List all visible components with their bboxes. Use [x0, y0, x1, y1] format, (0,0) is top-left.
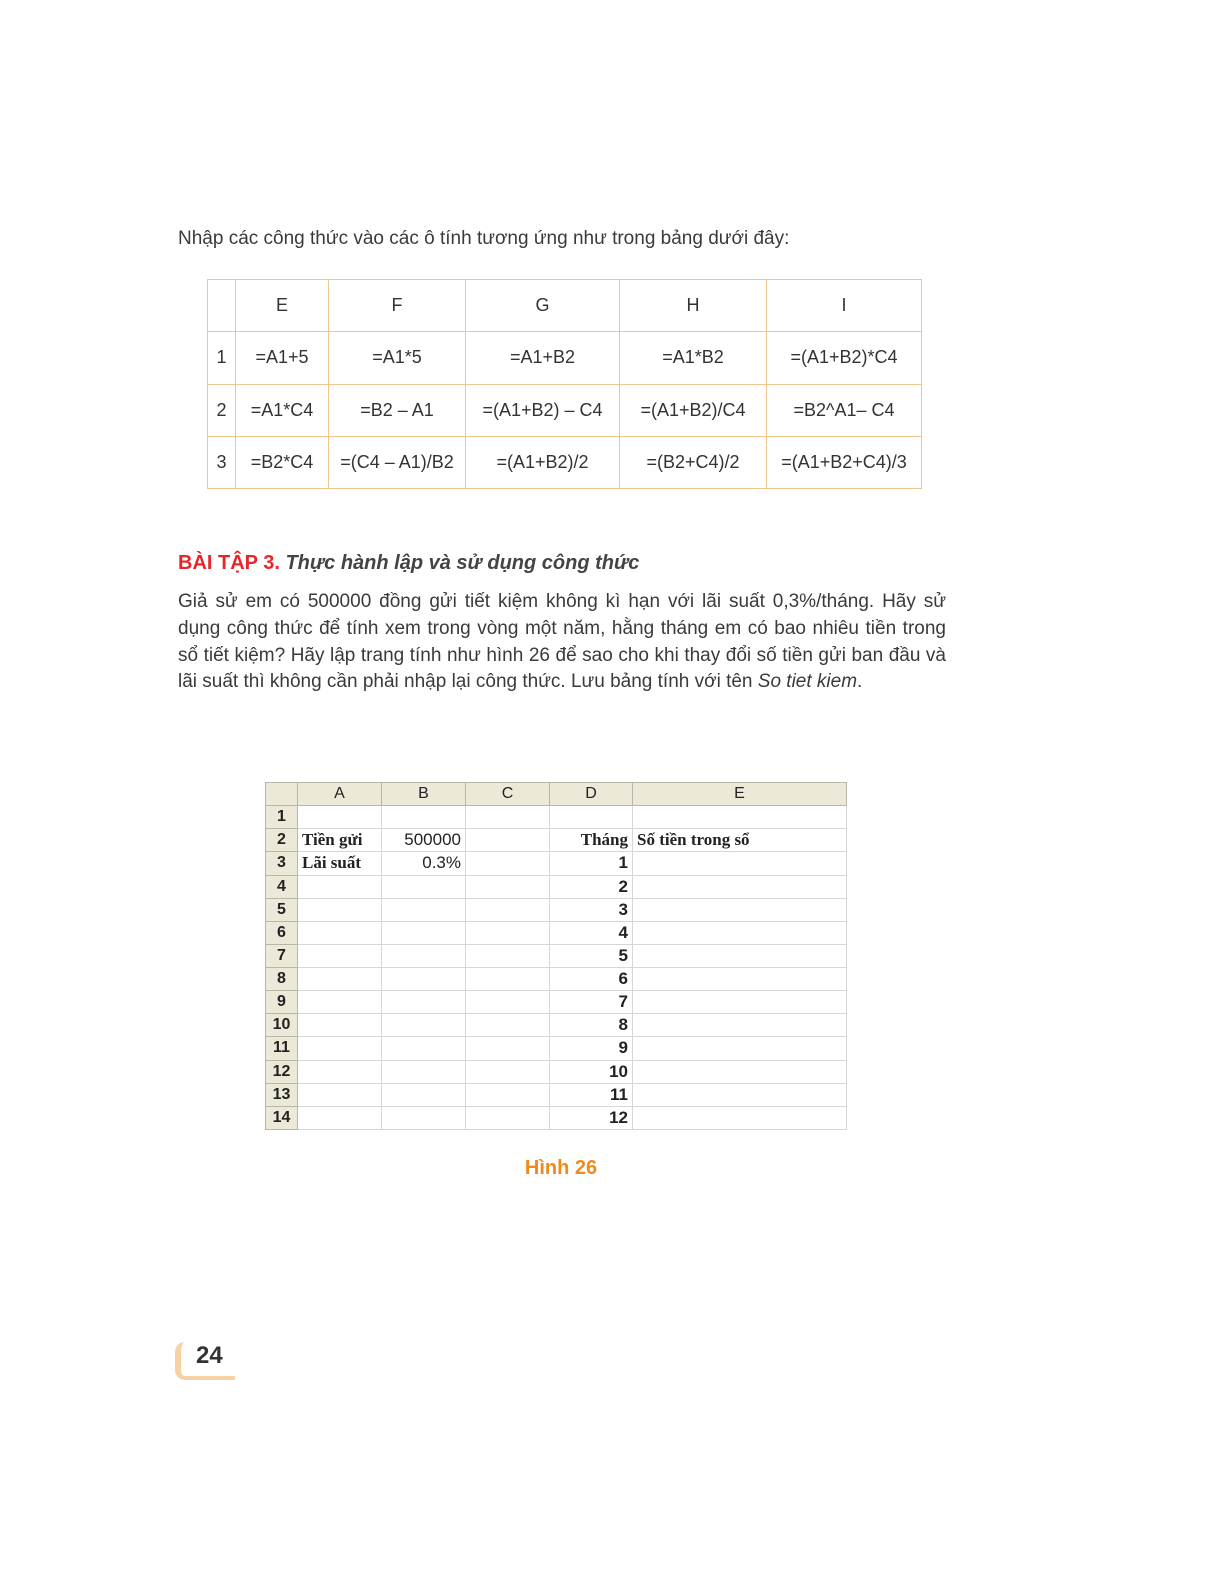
row-header[interactable]: 14	[266, 1106, 298, 1129]
cell[interactable]	[466, 852, 550, 875]
formula-cell: =(A1+B2) – C4	[466, 384, 620, 436]
formula-cell: =(B2+C4)/2	[620, 436, 767, 488]
spreadsheet-row	[266, 1106, 847, 1129]
exercise-heading	[178, 552, 639, 575]
row-header[interactable]: 6	[266, 921, 298, 944]
formula-cell: =A1*C4	[236, 384, 329, 436]
spreadsheet-row	[266, 991, 847, 1014]
cell[interactable]	[298, 1037, 382, 1060]
cell[interactable]: 2	[550, 875, 633, 898]
spreadsheet-row	[266, 1014, 847, 1037]
formula-row	[208, 436, 922, 488]
cell[interactable]	[298, 875, 382, 898]
cell[interactable]	[382, 944, 466, 967]
cell[interactable]	[633, 1014, 847, 1037]
cell[interactable]	[466, 1060, 550, 1083]
formula-cell: =(A1+B2)*C4	[767, 332, 922, 384]
cell[interactable]: 9	[550, 1037, 633, 1060]
formula-col-header: I	[767, 280, 922, 332]
row-header[interactable]: 10	[266, 1014, 298, 1037]
cell[interactable]: 11	[550, 1083, 633, 1106]
spreadsheet-figure	[265, 782, 846, 1130]
cell[interactable]	[633, 968, 847, 991]
cell[interactable]	[298, 944, 382, 967]
row-header[interactable]: 1	[266, 806, 298, 829]
cell[interactable]	[298, 1083, 382, 1106]
formula-row	[208, 332, 922, 384]
cell[interactable]	[382, 875, 466, 898]
cell[interactable]	[466, 1037, 550, 1060]
formula-row	[208, 384, 922, 436]
formula-cell: =B2 – A1	[329, 384, 466, 436]
spreadsheet-row	[266, 1060, 847, 1083]
cell[interactable]	[633, 921, 847, 944]
cell[interactable]	[466, 1106, 550, 1129]
cell[interactable]	[298, 921, 382, 944]
formula-cell: =(A1+B2)/2	[466, 436, 620, 488]
cell[interactable]: 8	[550, 1014, 633, 1037]
formula-cell: =A1*B2	[620, 332, 767, 384]
cell[interactable]	[298, 1014, 382, 1037]
cell[interactable]	[633, 806, 847, 829]
formula-row-number: 3	[208, 436, 236, 488]
figure-caption: Hình 26	[524, 1157, 598, 1179]
cell[interactable]	[633, 1060, 847, 1083]
cell[interactable]	[382, 1014, 466, 1037]
exercise-end: .	[857, 671, 863, 693]
row-header[interactable]: 5	[266, 898, 298, 921]
cell[interactable]: 6	[550, 968, 633, 991]
cell[interactable]: 5	[550, 944, 633, 967]
cell[interactable]: 7	[550, 991, 633, 1014]
row-header[interactable]: 12	[266, 1060, 298, 1083]
spreadsheet-row	[266, 852, 847, 875]
cell[interactable]: Lãi suất	[298, 852, 382, 875]
cell[interactable]	[382, 1083, 466, 1106]
cell[interactable]	[466, 875, 550, 898]
cell[interactable]	[466, 921, 550, 944]
cell[interactable]	[466, 1083, 550, 1106]
column-header[interactable]: E	[633, 783, 847, 806]
exercise-name: Thực hành lập và sử dụng công thức	[285, 552, 640, 574]
cell[interactable]	[382, 921, 466, 944]
cell[interactable]	[298, 898, 382, 921]
formula-col-header: E	[236, 280, 329, 332]
row-header[interactable]: 11	[266, 1037, 298, 1060]
cell[interactable]	[382, 968, 466, 991]
cell[interactable]: 4	[550, 921, 633, 944]
spreadsheet-row	[266, 875, 847, 898]
exercise-text: Giả sử em có 500000 đồng gửi tiết kiệm không kì hạn với lãi suất 0,3%/tháng. Hãy sử dụng công thức để tính xem trong vòng một năm, hằng tháng em có bao nhiêu tiền trong sổ tiết kiệm? Hãy lập trang tính như hình 26 để sao cho khi thay đổi số tiền gửi ban đầu và lãi suất thì không cần phải nhập lại công thức. Lưu bảng tính với tên	[178, 591, 946, 693]
spreadsheet-row	[266, 968, 847, 991]
cell[interactable]	[633, 944, 847, 967]
formula-col-header: G	[466, 280, 620, 332]
cell[interactable]	[633, 1106, 847, 1129]
formula-col-header: H	[620, 280, 767, 332]
spreadsheet-row	[266, 944, 847, 967]
cell[interactable]	[382, 1106, 466, 1129]
cell[interactable]: Tháng	[550, 829, 633, 852]
cell[interactable]	[382, 991, 466, 1014]
cell[interactable]: Số tiền trong sổ	[633, 829, 847, 852]
cell[interactable]: 10	[550, 1060, 633, 1083]
formula-cell: =B2^A1– C4	[767, 384, 922, 436]
formula-cell: =A1*5	[329, 332, 466, 384]
formula-cell: =B2*C4	[236, 436, 329, 488]
formula-cell: =A1+5	[236, 332, 329, 384]
formula-row-number: 2	[208, 384, 236, 436]
cell[interactable]	[633, 1083, 847, 1106]
cell[interactable]	[466, 991, 550, 1014]
spreadsheet-row	[266, 806, 847, 829]
cell[interactable]	[382, 1037, 466, 1060]
row-header[interactable]: 3	[266, 852, 298, 875]
formula-table	[207, 279, 922, 489]
cell[interactable]	[298, 806, 382, 829]
formula-corner-cell	[208, 280, 236, 332]
cell[interactable]	[633, 1037, 847, 1060]
cell[interactable]	[382, 898, 466, 921]
exercise-paragraph	[178, 589, 946, 696]
exercise-filename: So tiet kiem	[757, 671, 858, 693]
cell[interactable]	[466, 806, 550, 829]
cell[interactable]	[633, 875, 847, 898]
cell[interactable]	[633, 898, 847, 921]
row-header[interactable]: 8	[266, 968, 298, 991]
column-header[interactable]: C	[466, 783, 550, 806]
select-all-corner[interactable]	[266, 783, 298, 806]
formula-cell: =A1+B2	[466, 332, 620, 384]
page-number: 24	[196, 1342, 223, 1369]
formula-cell: =(C4 – A1)/B2	[329, 436, 466, 488]
row-header[interactable]: 4	[266, 875, 298, 898]
cell[interactable]: 1	[550, 852, 633, 875]
cell[interactable]: 12	[550, 1106, 633, 1129]
cell[interactable]	[466, 944, 550, 967]
cell[interactable]	[298, 1060, 382, 1083]
cell[interactable]	[298, 991, 382, 1014]
cell[interactable]	[466, 968, 550, 991]
exercise-label: BÀI TẬP 3.	[178, 552, 280, 574]
cell[interactable]: Tiền gửi	[298, 829, 382, 852]
cell[interactable]	[298, 1106, 382, 1129]
cell[interactable]: 500000	[382, 829, 466, 852]
column-header[interactable]: A	[298, 783, 382, 806]
column-header[interactable]: D	[550, 783, 633, 806]
column-header[interactable]: B	[382, 783, 466, 806]
spreadsheet-row	[266, 1037, 847, 1060]
cell[interactable]	[633, 991, 847, 1014]
formula-header-row	[208, 280, 922, 332]
cell[interactable]	[298, 968, 382, 991]
formula-cell: =(A1+B2)/C4	[620, 384, 767, 436]
cell[interactable]	[466, 1014, 550, 1037]
spreadsheet-row	[266, 829, 847, 852]
cell[interactable]: 3	[550, 898, 633, 921]
cell[interactable]	[382, 1060, 466, 1083]
spreadsheet-row	[266, 921, 847, 944]
spreadsheet-grid	[265, 782, 847, 1130]
row-header[interactable]: 9	[266, 991, 298, 1014]
cell[interactable]	[633, 852, 847, 875]
row-header[interactable]: 13	[266, 1083, 298, 1106]
cell[interactable]	[382, 806, 466, 829]
cell[interactable]: 0.3%	[382, 852, 466, 875]
cell[interactable]	[550, 806, 633, 829]
spreadsheet-header-row	[266, 783, 847, 806]
spreadsheet-row	[266, 898, 847, 921]
row-header[interactable]: 7	[266, 944, 298, 967]
cell[interactable]	[466, 898, 550, 921]
cell[interactable]	[466, 829, 550, 852]
spreadsheet-row	[266, 1083, 847, 1106]
formula-col-header: F	[329, 280, 466, 332]
row-header[interactable]: 2	[266, 829, 298, 852]
formula-cell: =(A1+B2+C4)/3	[767, 436, 922, 488]
formula-row-number: 1	[208, 332, 236, 384]
intro-text: Nhập các công thức vào các ô tính tương ứng như trong bảng dưới đây:	[178, 228, 790, 249]
